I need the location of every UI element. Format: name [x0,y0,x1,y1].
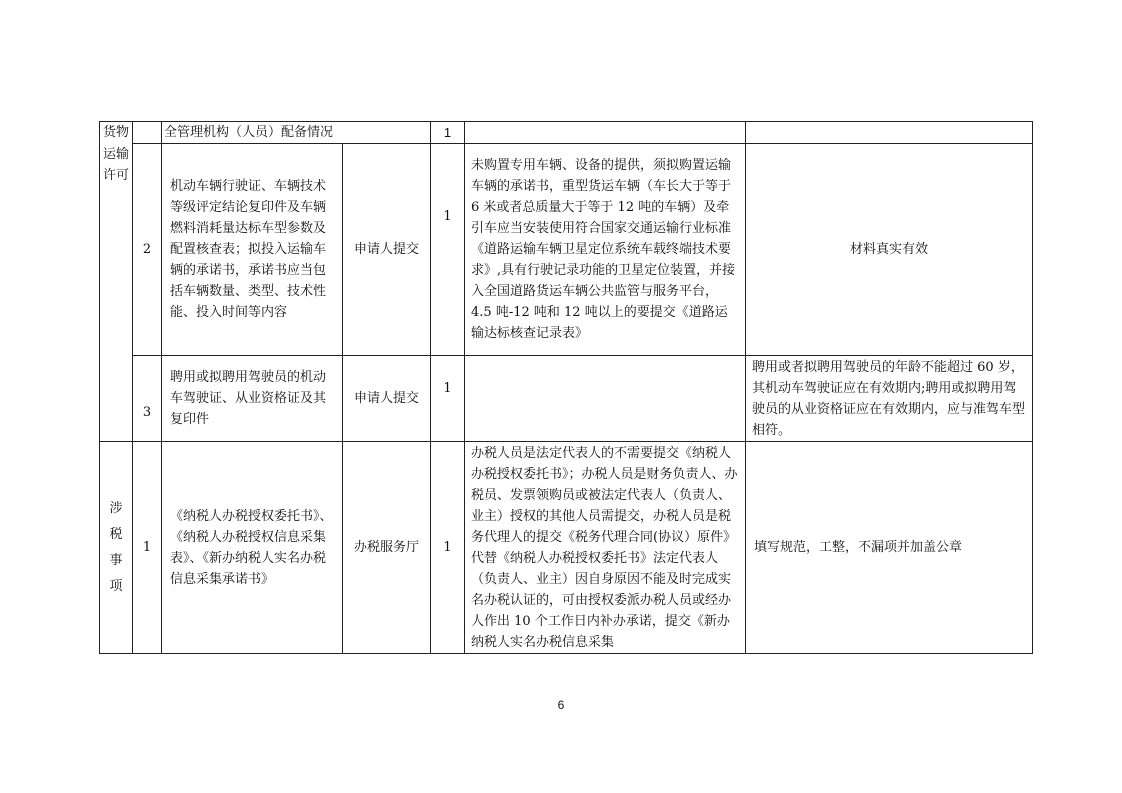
index-cell: 1 [133,442,162,654]
requirement-cell: 填写规范，工整，不漏项并加盖公章 [746,442,1033,654]
count-cell: 1 [431,442,465,654]
category-label: 涉税事项 [109,500,123,594]
note-text: 未购置专用车辆、设备的提供，须拟购置运输车辆的承诺书，重型货运车辆（车长大于等于 6 米或者总质量大于等于 12 吨的车辆）及牵引车应当安装使用符合国家交通运输行业标准《道路运输车辆卫星定位系统车载终端技术要求》,具有行驶记录功能的卫星定位装置，并接入全国道路货运车辆公共监管与服务平台， [471,158,736,299]
note-cell: 办税人员是法定代表人的不需要提交《纳税人办税授权委托书》；办税人员是财务负责人、办税员、发票领购员或被法定代表人（负责人、业主）授权的其他人员需提交，办税人员是税务代理人的提交《税务代理合同(协议）原件》代替《纳税人办税授权委托书》法定代表人（负责人、业主）因自身原因不能及时完成实名办税认证的，可由授权委派办税人员或经办人作出 10 个工作日内补办承诺，提交《新办纳税人实名办税信息采集 [465,442,746,654]
material-cell: 机动车辆行驶证、车辆技术等级评定结论复印件及车辆燃料消耗量达标车型参数及配置核查表；拟投入运输车辆的承诺书，承诺书应当包括车辆数量、类型、技术性能、投入时间等内容 [162,144,343,356]
table-row [100,442,1033,654]
note-cell [465,122,746,144]
material-cell: 《纳税人办税授权委托书》、《纳税人办税授权信息采集表》、《新办纳税人实名办税信息采集承诺书》 [162,442,343,654]
category-label: 运输许可 [102,146,129,183]
table-row [100,356,1033,442]
index-cell [133,122,162,144]
count-cell: 1 [431,122,465,144]
source-cell: 申请人提交 [343,144,431,356]
category-cell-tax [100,442,133,654]
table-row [100,122,1033,144]
count-cell: 1 [431,144,465,356]
page-number: 6 [557,698,565,712]
category-cell-top: 货物 [100,122,133,144]
index-cell: 2 [133,144,162,356]
table-row [100,144,1033,356]
source-cell: 申请人提交 [343,356,431,442]
requirement-cell: 聘用或者拟聘用驾驶员的年龄不能超过 60 岁，其机动车驾驶证应在有效期内;聘用或拟聘用驾驶员的从业资格证应在有效期内，应与准驾车型相符。 [746,356,1033,442]
requirements-table [99,121,1033,654]
requirement-cell [746,122,1033,144]
source-cell: 办税服务厅 [343,442,431,654]
category-cell-freight [100,144,133,442]
count-cell: 1 [431,356,465,442]
note-cell [465,356,746,442]
note-text: 4.5 吨-12 吨和 12 吨以上的要提交《道路运输达标核查记录表》 [471,305,728,341]
material-cell: 聘用或拟聘用驾驶员的机动车驾驶证、从业资格证及其复印件 [162,356,343,442]
material-cell: 全管理机构（人员）配备情况 [162,122,431,144]
note-cell [465,144,746,356]
requirement-cell: 材料真实有效 [746,144,1033,356]
index-cell: 3 [133,356,162,442]
